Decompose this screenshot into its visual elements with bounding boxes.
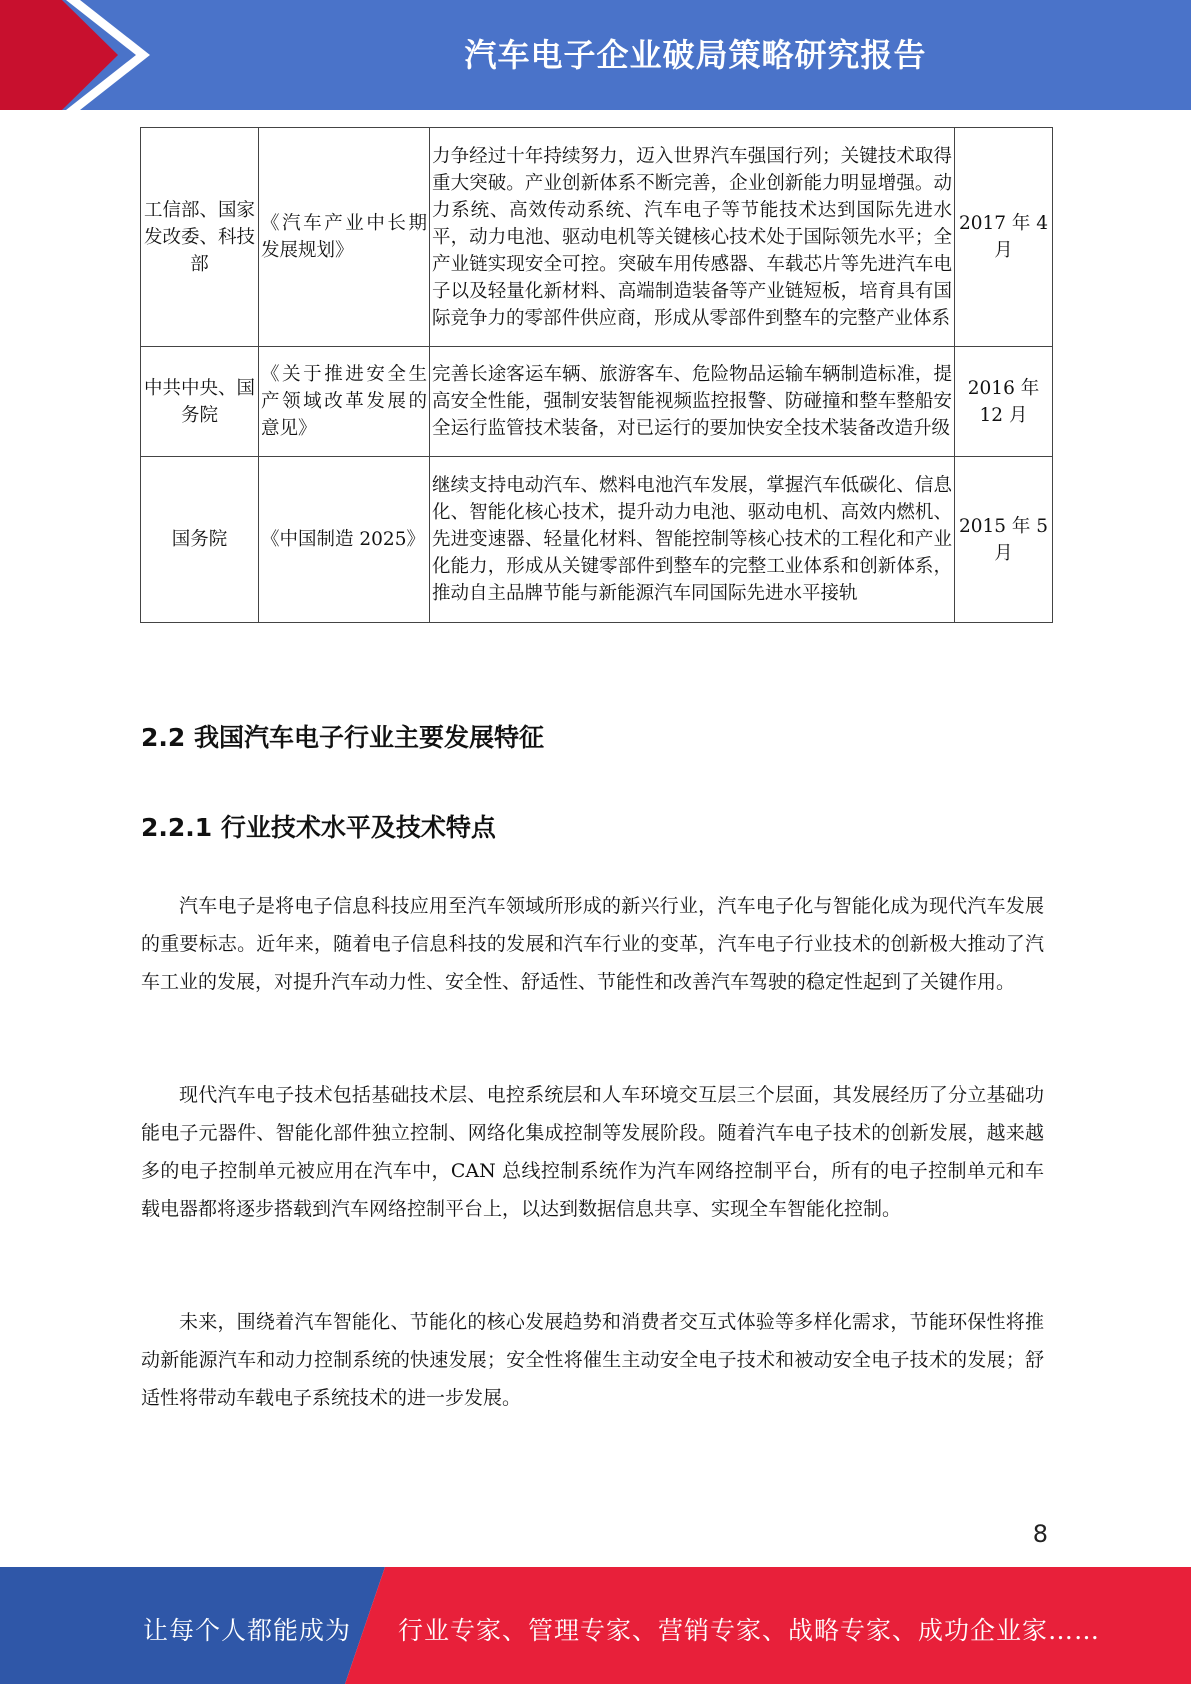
body-paragraph: 未来，围绕着汽车智能化、节能化的核心发展趋势和消费者交互式体验等多样化需求，节能环保性将推动新能源汽车和动力控制系统的快速发展；安全性将催生主动安全电子技术和被动安全电子技术的发展；舒适性将带动车载电子系统技术的进一步发展。 (141, 1311, 1044, 1409)
table-cell-document: 《汽车产业中长期发展规划》 (259, 128, 430, 347)
table-cell-content: 完善长途客运车辆、旅游客车、危险物品运输车辆制造标准，提高安全性能，强制安装智能视频监控报警、防碰撞和整车整船安全运行监管技术装备，对已运行的要加快安全技术装备改造升级 (430, 347, 955, 457)
table-row (141, 128, 1053, 347)
table-cell-document: 《关于推进安全生产领域改革发展的意见》 (259, 347, 430, 457)
table-cell-org: 中共中央、国务院 (141, 347, 259, 457)
table-row (141, 457, 1053, 623)
header-arrow-icon (0, 0, 160, 110)
body-paragraph: 现代汽车电子技术包括基础技术层、电控系统层和人车环境交互层三个层面，其发展经历了分立基础功能电子元器件、智能化部件独立控制、网络化集成控制等发展阶段。随着汽车电子技术的创新发展，越来越多的电子控制单元被应用在汽车中，CAN 总线控制系统作为汽车网络控制平台，所有的电子控制单元和车载电器都将逐步搭载到汽车网络控制平台上，以达到数据信息共享、实现全车智能化控制。 (141, 1084, 1044, 1220)
table-cell-content: 继续支持电动汽车、燃料电池汽车发展，掌握汽车低碳化、信息化、智能化核心技术，提升动力电池、驱动电机、高效内燃机、先进变速器、轻量化材料、智能控制等核心技术的工程化和产业化能力，形成从关键零部件到整车的完整工业体系和创新体系，推动自主品牌节能与新能源汽车同国际先进水平接轨 (430, 457, 955, 623)
section-heading-2-2-1: 2.2.1 行业技术水平及技术特点 (141, 813, 496, 842)
report-title: 汽车电子企业破局策略研究报告 (464, 36, 927, 74)
table-cell-date: 2016 年 12 月 (955, 347, 1053, 457)
table-cell-date: 2015 年 5 月 (955, 457, 1053, 623)
footer-slogan-left: 让每个人都能成为 (143, 1616, 352, 1645)
policy-table (140, 127, 1053, 623)
page-header (0, 0, 1191, 110)
page-number: 8 (1032, 1520, 1048, 1548)
table-cell-org: 工信部、国家发改委、科技部 (141, 128, 259, 347)
section-heading-2-2: 2.2 我国汽车电子行业主要发展特征 (141, 723, 544, 752)
table-cell-document: 《中国制造 2025》 (259, 457, 430, 623)
table-cell-org: 国务院 (141, 457, 259, 623)
table-cell-content: 力争经过十年持续努力，迈入世界汽车强国行列；关键技术取得重大突破。产业创新体系不断完善，企业创新能力明显增强。动力系统、高效传动系统、汽车电子等节能技术达到国际先进水平，动力电池、驱动电机等关键核心技术处于国际领先水平；全产业链实现安全可控。突破车用传感器、车载芯片等先进汽车电子以及轻量化新材料、高端制造装备等产业链短板，培育具有国际竞争力的零部件供应商，形成从零部件到整车的完整产业体系 (430, 128, 955, 347)
body-paragraph: 汽车电子是将电子信息科技应用至汽车领域所形成的新兴行业，汽车电子化与智能化成为现代汽车发展的重要标志。近年来，随着电子信息科技的发展和汽车行业的变革，汽车电子行业技术的创新极大推动了汽车工业的发展，对提升汽车动力性、安全性、舒适性、节能性和改善汽车驾驶的稳定性起到了关键作用。 (141, 895, 1044, 993)
table-row (141, 347, 1053, 457)
footer-slogan-right: 行业专家、管理专家、营销专家、战略专家、成功企业家…… (398, 1616, 1101, 1645)
page-footer (0, 1567, 1191, 1684)
table-cell-date: 2017 年 4 月 (955, 128, 1053, 347)
